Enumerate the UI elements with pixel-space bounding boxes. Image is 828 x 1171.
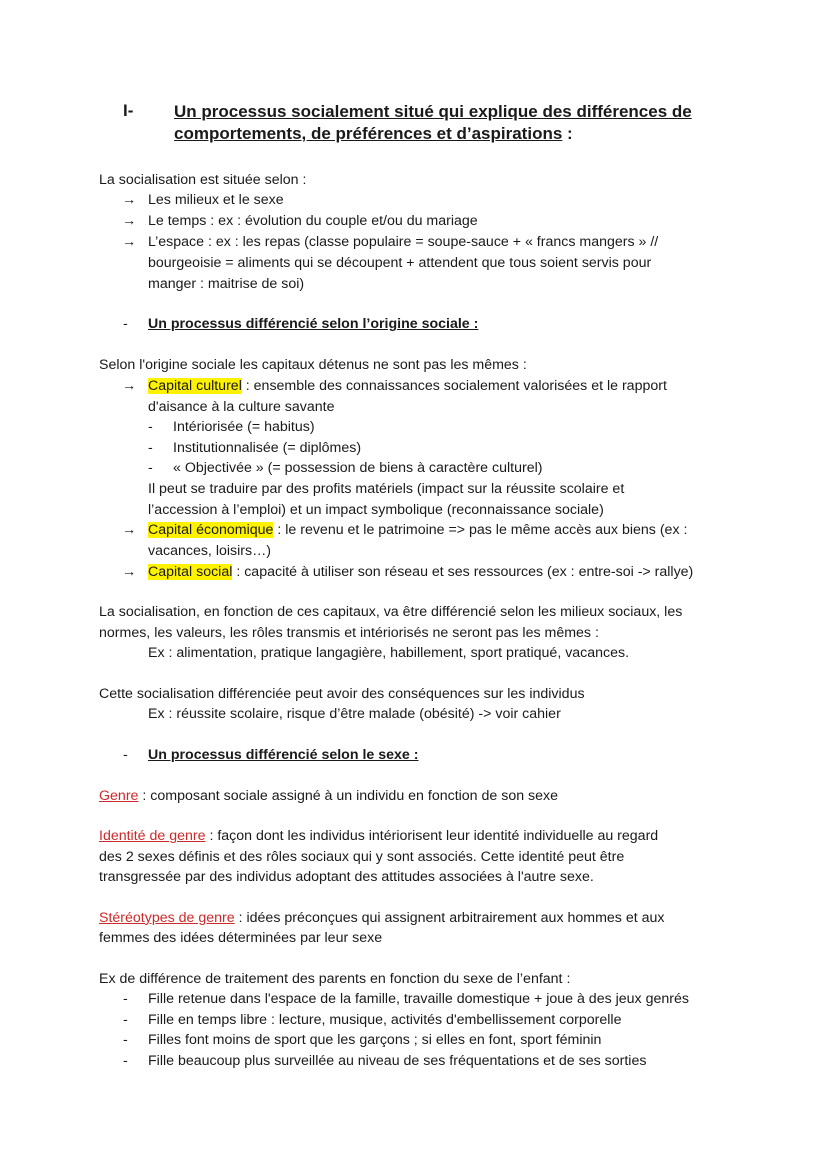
sub1-heading: Un processus différencié selon l’origine sociale :	[148, 316, 479, 332]
stereotypes-term: Stéréotypes de genre	[99, 910, 235, 926]
culturel-form-item	[148, 438, 361, 458]
para1-example: Ex : alimentation, pratique langagière, habillement, sport pratiqué, vacances.	[148, 645, 630, 661]
stereotypes-definition	[99, 908, 664, 928]
dash-icon: -	[123, 1053, 128, 1069]
culturel-form-text: Institutionnalisée (= diplômes)	[173, 440, 362, 456]
example-item-text: Fille retenue dans l'espace de la famille, travaille domestique + joue à des jeux genrés	[148, 991, 689, 1007]
capital-economique-row	[122, 520, 687, 540]
capital-culturel-def-cont: d'aisance à la culture savante	[148, 399, 335, 415]
sub1-intro: Selon l'origine sociale les capitaux détenus ne sont pas les mêmes :	[99, 357, 527, 373]
capital-economique-def: : le revenu et le patrimoine => pas le même accès aux biens (ex :	[273, 522, 688, 538]
example-item	[123, 989, 689, 1009]
arrow-icon: →	[122, 378, 137, 394]
arrow-icon: →	[122, 522, 137, 538]
section-number: I-	[123, 101, 134, 120]
example-item-text: Fille en temps libre : lecture, musique, activités d'embellissement corporelle	[148, 1012, 622, 1028]
sub1-heading-row	[123, 314, 478, 334]
capital-economique-def-cont: vacances, loisirs…)	[148, 543, 271, 559]
identite-def-cont: des 2 sexes définis et des rôles sociaux qui y sont associés. Cette identité peut être	[99, 849, 625, 865]
arrow-icon: →	[122, 234, 137, 250]
sub2-heading-row	[123, 745, 418, 765]
culturel-form-text: Intériorisée (= habitus)	[173, 419, 315, 435]
intro-item	[122, 211, 478, 231]
example-intro: Ex de différence de traitement des parents en fonction du sexe de l’enfant :	[99, 971, 571, 987]
arrow-icon: →	[122, 213, 137, 229]
culturel-form-item	[148, 458, 542, 478]
culturel-note-line1: Il peut se traduire par des profits matériels (impact sur la réussite scolaire et	[148, 481, 625, 497]
section-title-line1	[174, 101, 692, 123]
capital-culturel-row	[122, 376, 667, 396]
intro-item-continuation: bourgeoisie = aliments qui se découpent + attendent que tous soient servis pour	[148, 255, 652, 271]
para2-line1: Cette socialisation différenciée peut avoir des conséquences sur les individus	[99, 686, 585, 702]
identite-def: : façon dont les individus intériorisent leur identité individuelle au regard	[205, 828, 659, 844]
capital-culturel-def: : ensemble des connaissances socialement valorisées et le rapport	[241, 378, 667, 394]
dash-icon: -	[123, 991, 128, 1007]
intro-text: La socialisation est située selon :	[99, 172, 307, 188]
dash-icon: -	[148, 419, 153, 435]
intro-item-text: Le temps : ex : évolution du couple et/ou du mariage	[148, 213, 478, 229]
intro-item-text: Les milieux et le sexe	[148, 192, 284, 208]
stereotypes-def: : idées préconçues qui assignent arbitrairement aux hommes et aux	[234, 910, 665, 926]
para1-line1: La socialisation, en fonction de ces capitaux, va être différencié selon les milieux sociaux, les	[99, 604, 683, 620]
capital-social-def: : capacité à utiliser son réseau et ses ressources (ex : entre-soi -> rallye)	[232, 564, 694, 580]
dash-icon: -	[148, 440, 153, 456]
example-item-text: Filles font moins de sport que les garçons ; si elles en font, sport féminin	[148, 1032, 602, 1048]
capital-economique-term: Capital économique	[148, 522, 274, 538]
example-item	[123, 1010, 621, 1030]
section-title-line1-text: Un processus socialement situé qui explique des différences de	[174, 102, 692, 121]
dash-icon: -	[123, 1032, 128, 1048]
section-title-colon: :	[562, 124, 573, 143]
dash-icon: -	[123, 316, 128, 332]
dash-icon: -	[123, 1012, 128, 1028]
genre-def: : composant sociale assigné à un individu en fonction de son sexe	[138, 788, 559, 804]
arrow-icon: →	[122, 564, 137, 580]
example-item-text: Fille beaucoup plus surveillée au niveau de ses fréquentations et de ses sorties	[148, 1053, 647, 1069]
sub2-heading: Un processus différencié selon le sexe :	[148, 747, 419, 763]
section-title-line2-text: comportements, de préférences et d’aspirations	[174, 124, 563, 143]
stereotypes-def-cont: femmes des idées déterminées par leur sexe	[99, 930, 383, 946]
capital-social-term: Capital social	[148, 564, 233, 580]
identite-definition	[99, 826, 658, 846]
intro-item-continuation: manger : maitrise de soi)	[148, 276, 305, 292]
dash-icon: -	[148, 460, 153, 476]
identite-term: Identité de genre	[99, 828, 206, 844]
culturel-note-line2: l’accession à l’emploi) et un impact symbolique (reconnaissance sociale)	[148, 502, 604, 518]
para1-line2: normes, les valeurs, les rôles transmis et intériorisés ne seront pas les mêmes :	[99, 625, 599, 641]
example-item	[123, 1030, 601, 1050]
para2-example: Ex : réussite scolaire, risque d’être malade (obésité) -> voir cahier	[148, 706, 561, 722]
intro-item	[122, 190, 284, 210]
identite-def-cont: transgressée par des individus adoptant des attitudes associées à l'autre sexe.	[99, 869, 594, 885]
capital-social-row	[122, 562, 693, 582]
intro-item	[122, 232, 658, 252]
example-item	[123, 1051, 646, 1071]
arrow-icon: →	[122, 192, 137, 208]
intro-item-text: L’espace : ex : les repas (classe populaire = soupe-sauce + « francs mangers » //	[148, 234, 659, 250]
capital-culturel-term: Capital culturel	[148, 378, 242, 394]
genre-definition	[99, 786, 558, 806]
dash-icon: -	[123, 747, 128, 763]
culturel-form-text: « Objectivée » (= possession de biens à caractère culturel)	[173, 460, 543, 476]
culturel-form-item	[148, 417, 315, 437]
genre-term: Genre	[99, 788, 139, 804]
section-title-line2	[174, 123, 573, 145]
